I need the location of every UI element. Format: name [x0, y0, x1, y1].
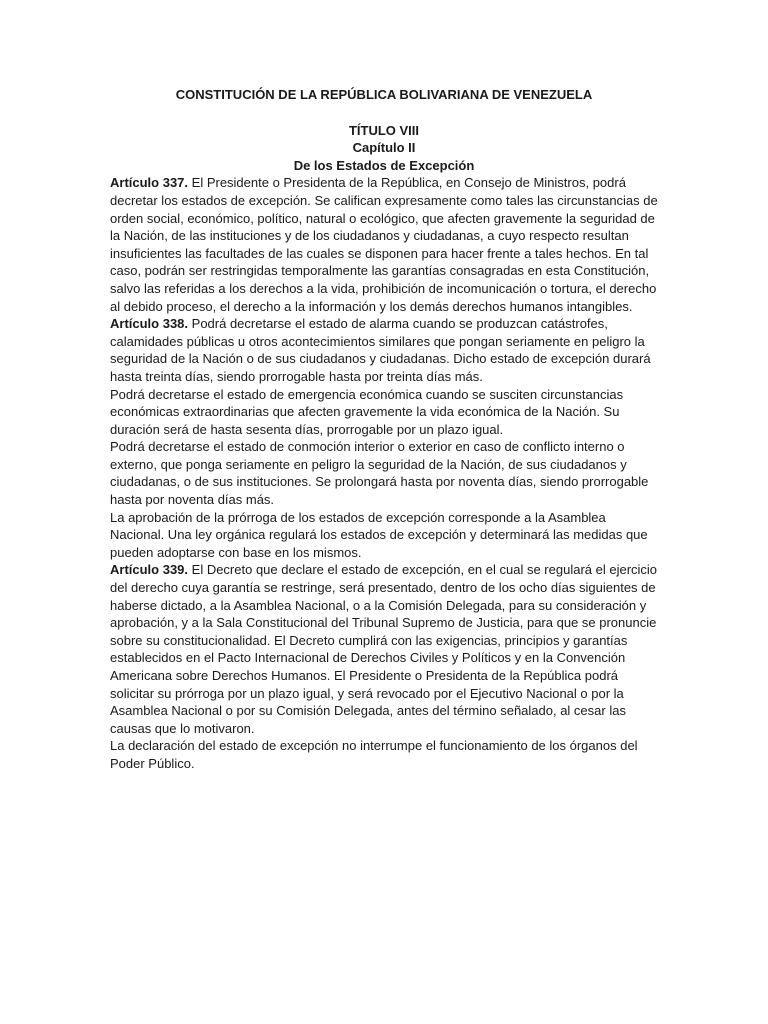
paragraph-text: Podrá decretarse el estado de alarma cuando se produzcan catástrofes, calamidades públicas u otros acontecimientos similares que pongan seriamente en peligro la seguridad de la Nación o de sus ciudadanos y ciudadanas. Dicho estado de excepción durará hasta treinta días, siendo prorrogable hasta por treinta días más.: [110, 316, 651, 384]
article-label: Artículo 338.: [110, 316, 189, 332]
document-body: [110, 174, 658, 772]
chapter-heading: Capítulo II: [352, 140, 416, 156]
paragraph-article-337: [110, 174, 658, 315]
article-label: Artículo 337.: [110, 175, 189, 191]
paragraph-article-338: [110, 315, 658, 385]
paragraph-text: Podrá decretarse el estado de emergencia económica cuando se susciten circunstancias económicas extraordinarias que afecten gravemente la vida económica de la Nación. Su duración será de hasta sesenta días, prorrogable por un plazo igual.: [110, 386, 624, 437]
section-heading: De los Estados de Excepción: [293, 157, 475, 173]
paragraph-text: El Presidente o Presidenta de la República, en Consejo de Ministros, podrá decretar los estados de excepción. Se califican expresamente como tales las circunstancias de orden social, económico, político, natural o ecológico, que afecten gravemente la seguridad de la Nación, de las instituciones y de los ciudadanos y ciudadanas, a cuyo respecto resultan insuficientes las facultades de las cuales se disponen para hacer frente a tales hechos. En tal caso, podrán ser restringidas temporalmente las garantías consagradas en esta Constitución, salvo las referidas a los derechos a la vida, prohibición de incomunicación o tortura, el derecho al debido proceso, el derecho a la información y los demás derechos humanos intangibles.: [110, 175, 658, 314]
paragraph-text: Podrá decretarse el estado de conmoción interior o exterior en caso de conflicto interno o externo, que ponga seriamente en peligro la seguridad de la Nación, de sus ciudadanos y ciudadanas, o de sus instituciones. Se prolongará hasta por noventa días, siendo prorrogable hasta por noventa días más.: [110, 439, 649, 508]
paragraph-economic-emergency: [110, 386, 658, 439]
paragraph-text: La aprobación de la prórroga de los estados de excepción corresponde a la Asamblea Nacional. Una ley orgánica regulará los estados de excepción y determinará las medidas que pueden adoptarse con base en los mismos.: [110, 509, 648, 560]
paragraph-extension-approval: [110, 509, 658, 562]
document-title: CONSTITUCIÓN DE LA REPÚBLICA BOLIVARIANA DE VENEZUELA: [175, 87, 593, 102]
paragraph-internal-commotion: [110, 438, 658, 508]
title-heading: TÍTULO VIII: [348, 122, 420, 138]
paragraph-text: El Decreto que declare el estado de excepción, en el cual se regulará el ejercicio del derecho cuya garantía se restringe, será presentado, dentro de los ocho días siguientes de haberse dictado, a la Asamblea Nacional, o a la Comisión Delegada, para su consideración y aprobación, y a la Sala Constitucional del Tribunal Supremo de Justicia, para que se pronuncie sobre su constitucionalidad. El Decreto cumplirá con las exigencias, principios y garantías establecidos en el Pacto Internacional de Derechos Civiles y Políticos y en la Convención Americana sobre Derechos Humanos. El Presidente o Presidenta de la República podrá solicitar su prórroga por un plazo igual, y será revocado por el Ejecutivo Nacional o por la Asamblea Nacional o por su Comisión Delegada, antes del término señalado, al cesar las causas que lo motivaron.: [110, 562, 658, 736]
paragraph-text: La declaración del estado de excepción no interrumpe el funcionamiento de los órganos del Poder Público.: [110, 738, 638, 771]
paragraph-article-339: [110, 561, 658, 737]
paragraph-public-power: [110, 737, 658, 772]
article-label: Artículo 339.: [110, 562, 189, 578]
